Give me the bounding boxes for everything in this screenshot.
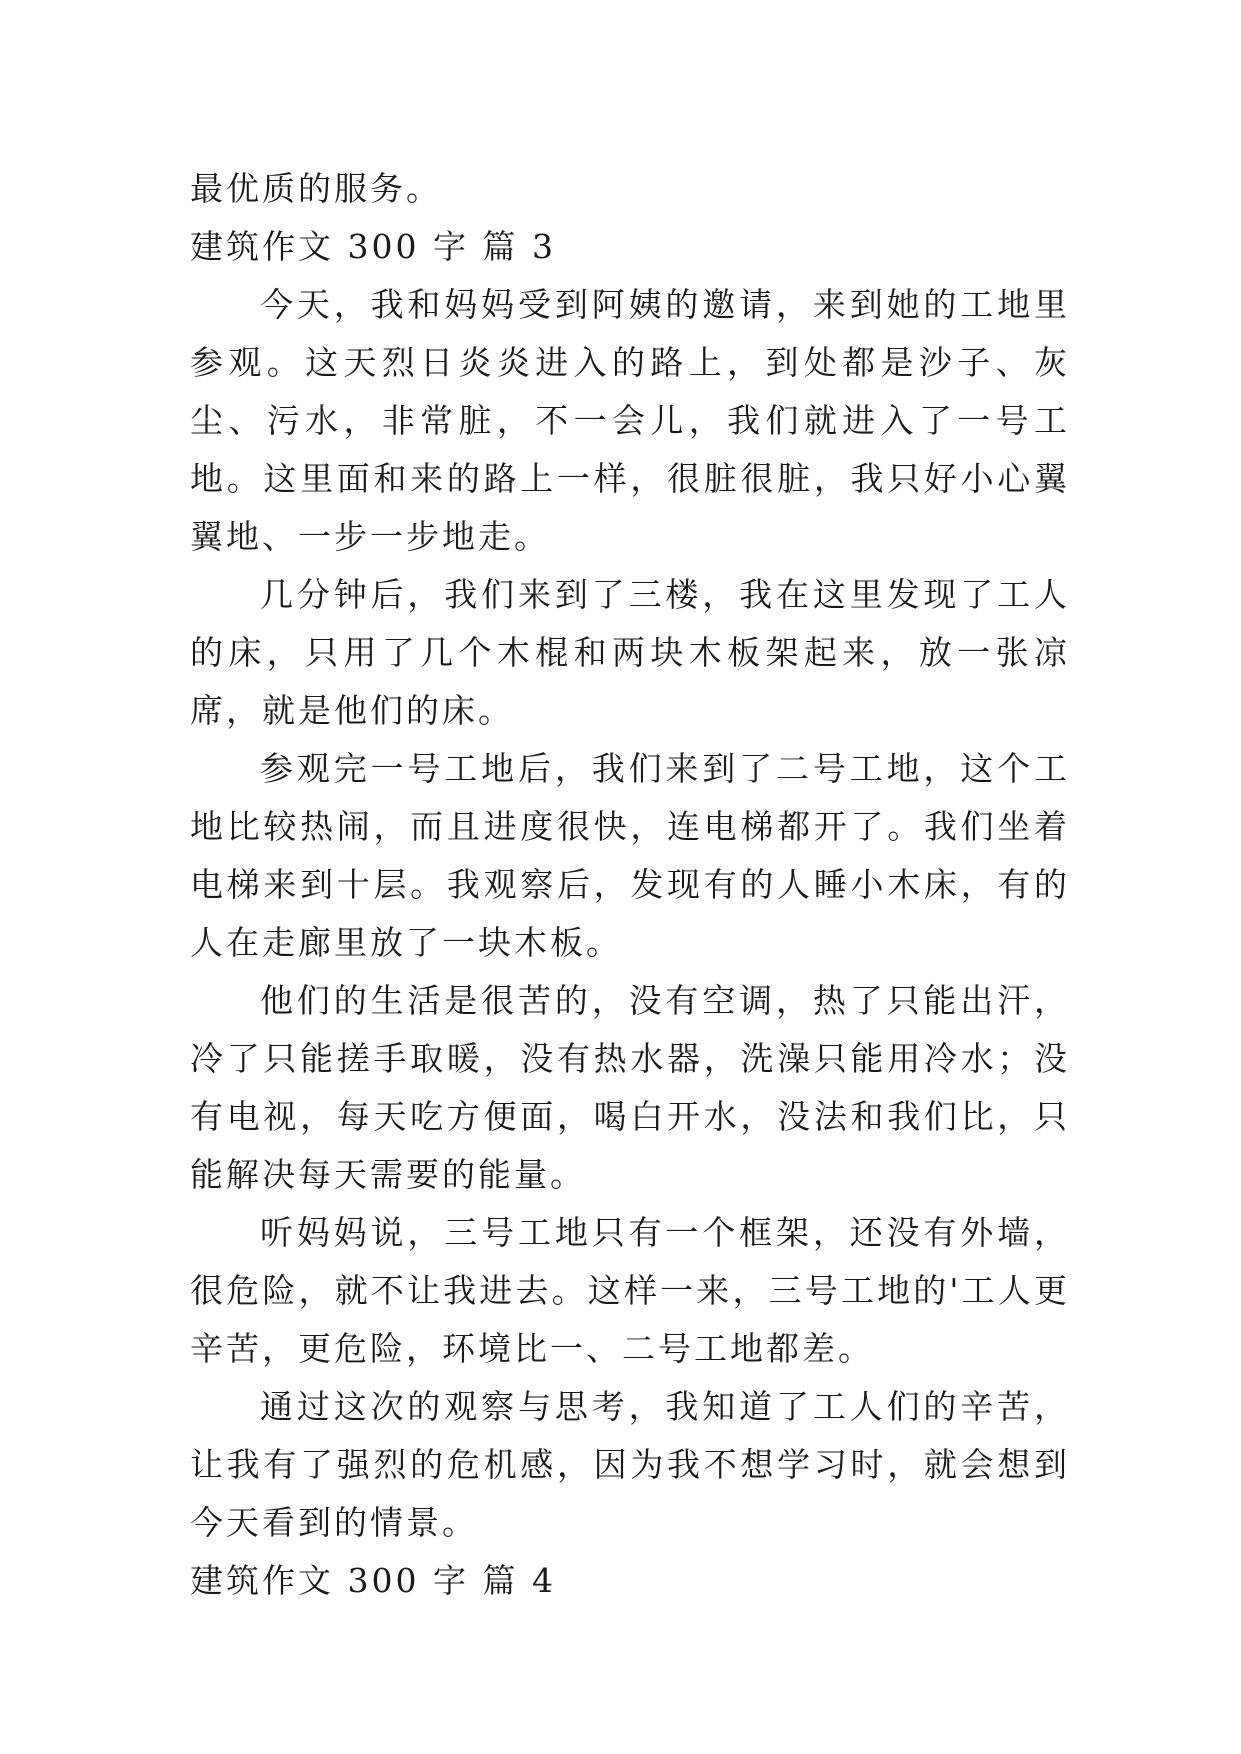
paragraph: 通过这次的观察与思考，我知道了工人们的辛苦，让我有了强烈的危机感，因为我不想学习时，就会想到今天看到的情景。 [190,1387,1070,1542]
section-title-4: 建筑作文 300 字 篇 4 [190,1561,556,1600]
paragraph: 听妈妈说，三号工地只有一个框架，还没有外墙，很危险，就不让我进去。这样一来，三号工地的'工人更辛苦，更危险，环境比一、二号工地都差。 [190,1213,1070,1368]
paragraph: 今天，我和妈妈受到阿姨的邀请，来到她的工地里参观。这天烈日炎炎进入的路上，到处都是沙子、灰尘、污水，非常脏，不一会儿，我们就进入了一号工地。这里面和来的路上一样，很脏很脏，我只好小心翼翼地、一步一步地走。 [190,285,1070,556]
document-body [190,160,1070,1610]
paragraph: 几分钟后，我们来到了三楼，我在这里发现了工人的床，只用了几个木棍和两块木板架起来，放一张凉席，就是他们的床。 [190,575,1070,730]
section-title-3: 建筑作文 300 字 篇 3 [190,227,556,266]
paragraph: 他们的生活是很苦的，没有空调，热了只能出汗，冷了只能搓手取暖，没有热水器，洗澡只能用冷水；没有电视，每天吃方便面，喝白开水，没法和我们比，只能解决每天需要的能量。 [190,981,1070,1194]
lead-line: 最优质的服务。 [190,169,442,208]
paragraph: 参观完一号工地后，我们来到了二号工地，这个工地比较热闹，而且进度很快，连电梯都开了。我们坐着电梯来到十层。我观察后，发现有的人睡小木床，有的人在走廊里放了一块木板。 [190,749,1070,962]
